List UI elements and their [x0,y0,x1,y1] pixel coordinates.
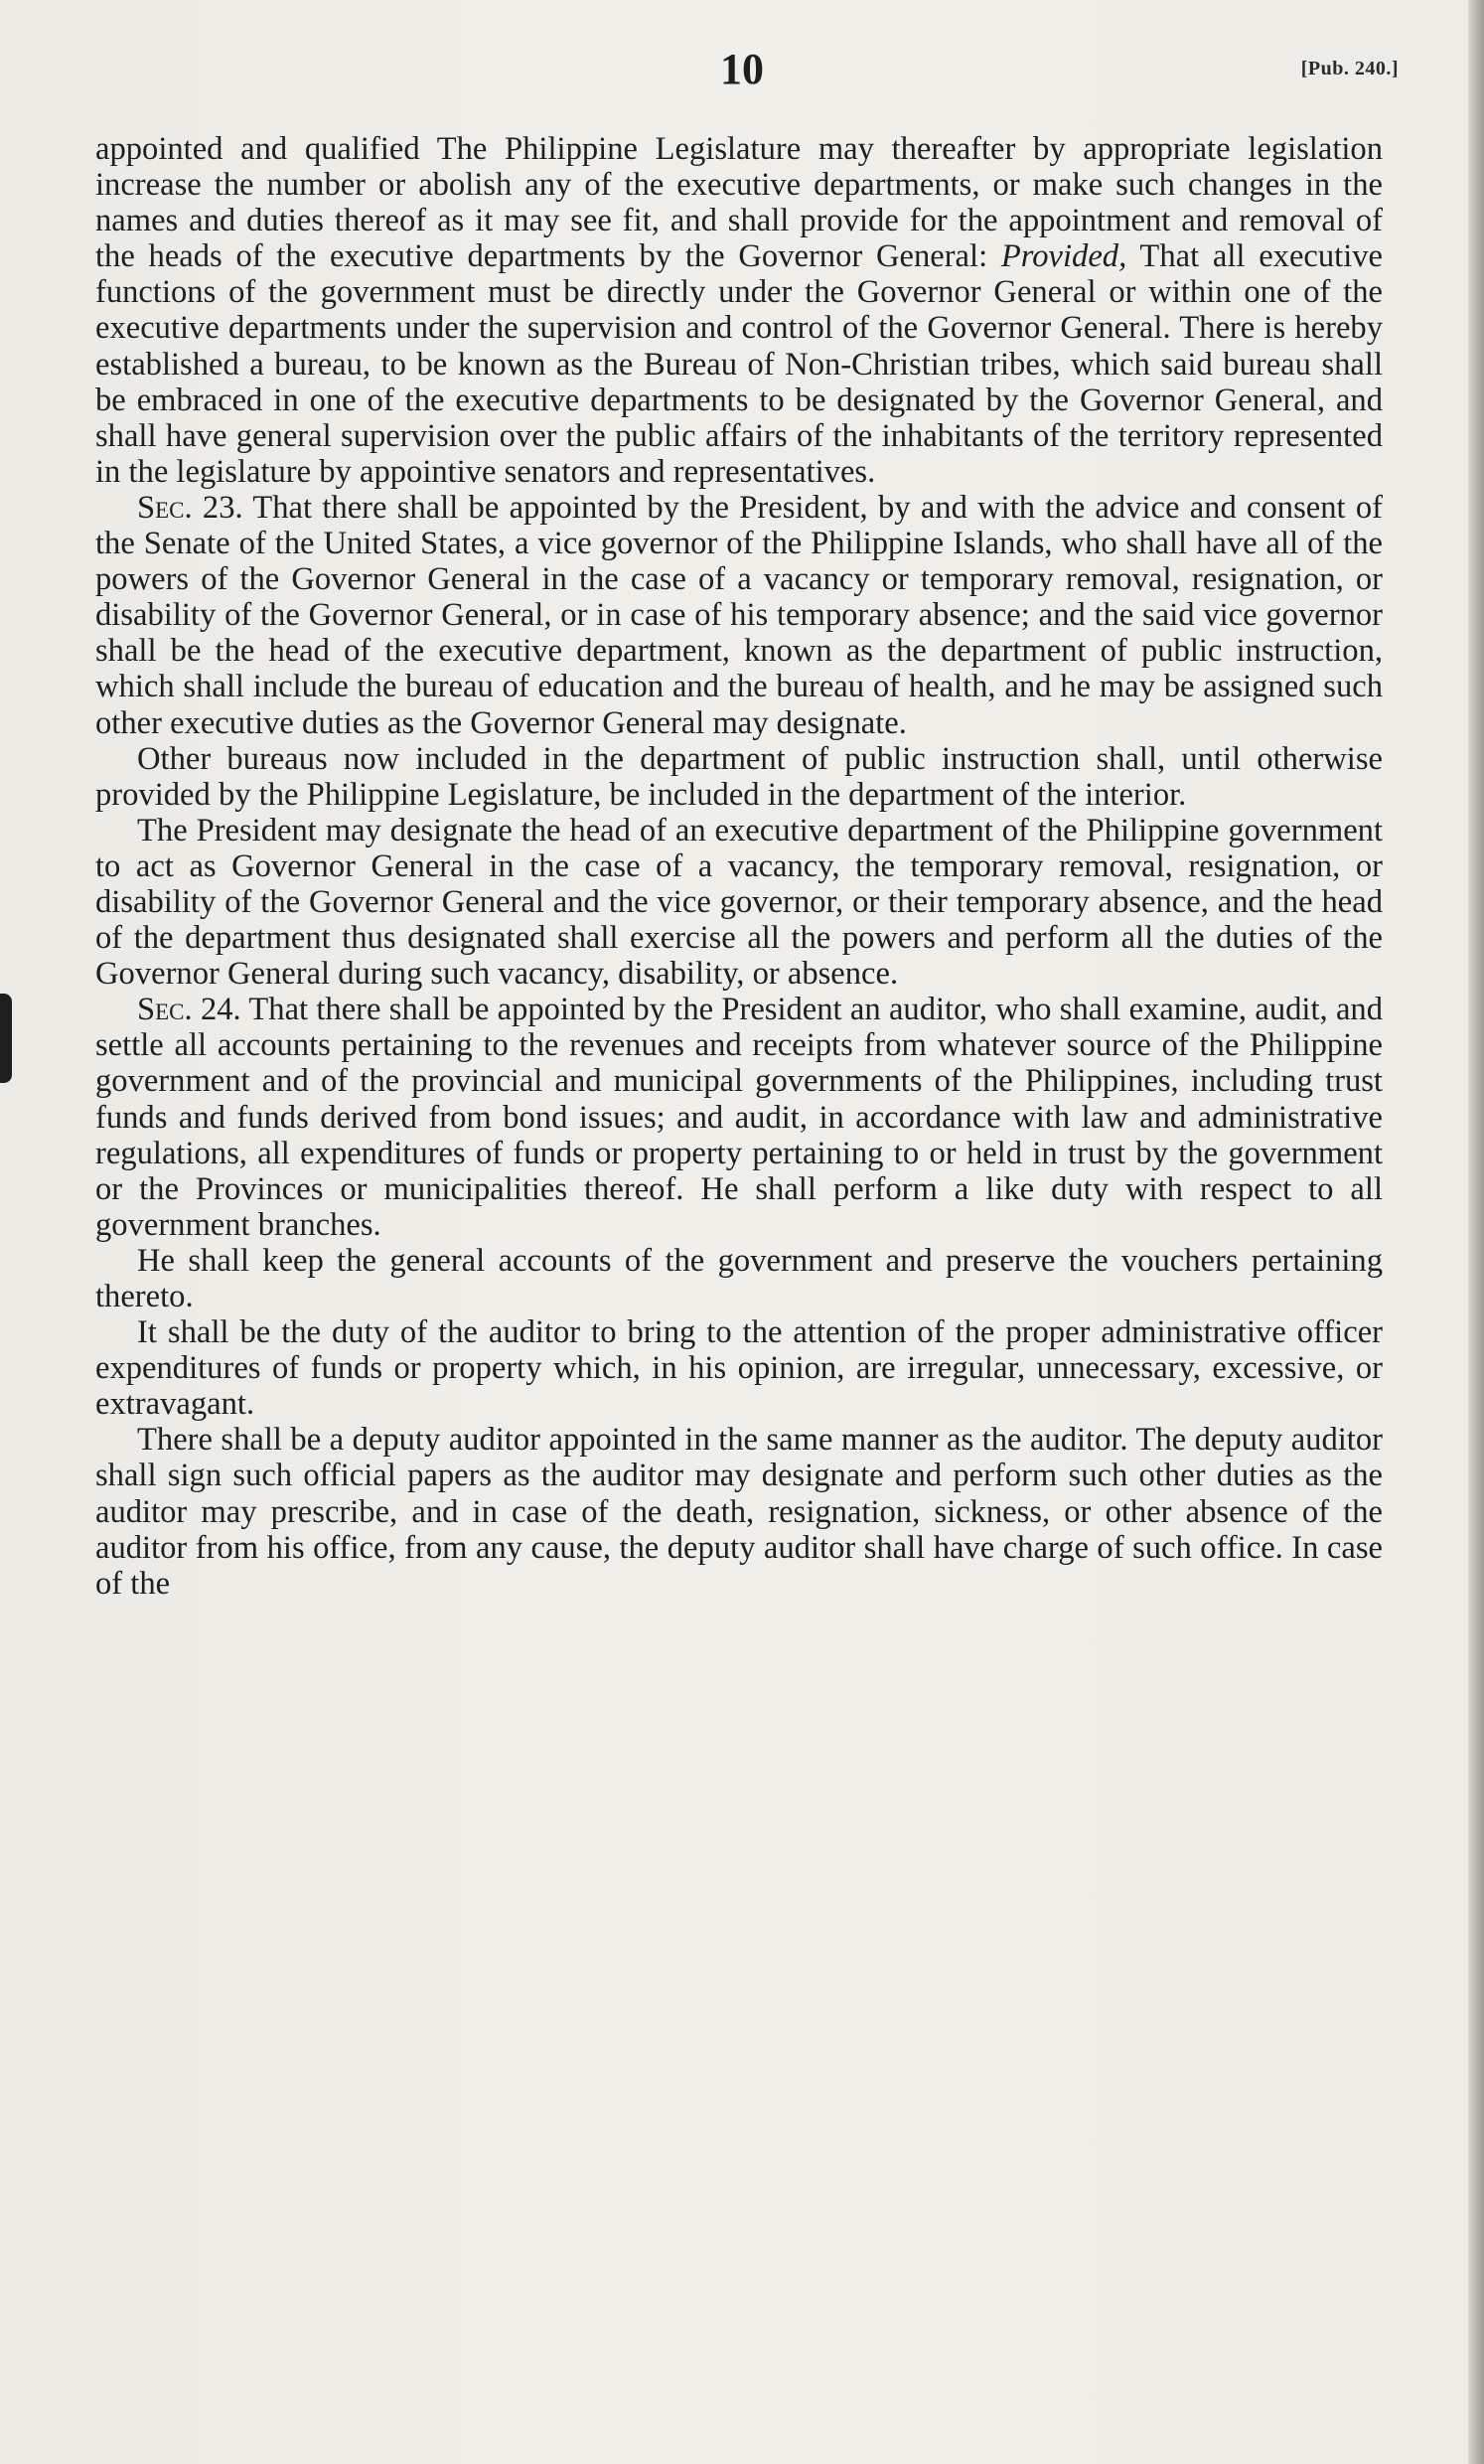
paragraph-text: That there shall be appointed by the President an auditor, who shall examine, audit, and settle all accounts pertaining to the revenues and receipts from whatever source of the Philippine government and of the provincial and municipal governments of the Philippines, including trust funds and funds derived from bond issues; and audit, in accordance with law and administrative regulations, all expenditures of funds or property pertaining to or held in trust by the government or the Provinces or municipalities thereof. He shall perform a like duty with respect to all government branches. [95,992,1383,1243]
paragraph-text: That there shall be appointed by the President, by and with the advice and consent of the Senate of the United States, a vice governor of the Philippine Islands, who shall have all of the powers of the Governor General in the case of a vacancy or temporary removal, resignation, or disability of the Governor General, or in case of his temporary absence; and the said vice governor shall be the head of the executive department, known as the department of public instruction, which shall include the bureau of education and the bureau of health, and he may be assigned such other executive duties as the Governor General may designate. [95,489,1383,741]
page-edge-shadow [1468,0,1484,2464]
emphasis-provided: Provided, [1000,238,1127,275]
paragraph-7 [95,1314,1383,1422]
body-text [95,131,1383,1602]
page-number: 10 [720,45,764,93]
section-23-paragraph [95,490,1383,741]
paragraph-text: Other bureaus now included in the department of public instruction shall, until otherwise provided by the Philippine Legislature, be included in the department of the interior. [95,740,1383,813]
paragraph-text: appointed and qualified The Philippine Legislature may thereafter by appropriate legislation increase the number or abolish any of the executive departments, or make such changes in the names and duties thereof as it may see fit, and shall provide for the appointment and removal of the heads of the executive departments by the Governor General: [95,131,1383,275]
publication-reference: [Pub. 240.] [1300,58,1399,79]
section-heading: Sec. 23. [137,489,243,526]
paragraph-6 [95,1243,1383,1314]
paragraph-text-continued: That all executive functions of the government must be directly under the Governor General or within one of the executive departments under the supervision and control of the Governor General. There is hereby established a bureau, to be known as the Bureau of Non-Christian tribes, which said bureau shall be embraced in one of the executive departments to be designated by the Governor General, and shall have general supervision over the public affairs of the inhabitants of the territory represented in the legislature by appointive senators and representatives. [95,238,1384,490]
paragraph-1 [95,131,1383,490]
page-header [0,40,1484,119]
paragraph-4 [95,813,1383,992]
paragraph-text: The President may designate the head of an executive department of the Philippine government to act as Governor General in the case of a vacancy, the temporary removal, resignation, or disability of the Governor General and the vice governor, or their temporary absence, and the head of the department thus designated shall exercise all the powers and perform all the duties of the Governor General during such vacancy, disability, or absence. [95,812,1383,993]
paragraph-3 [95,741,1383,813]
paragraph-text: There shall be a deputy auditor appointed in the same manner as the auditor. The deputy auditor shall sign such official papers as the auditor may designate and perform such other duties as the auditor may prescribe, and in case of the death, resignation, sickness, or other absence of the auditor from his office, from any cause, the deputy auditor shall have charge of such office. In case of the [95,1422,1383,1602]
scan-margin-mark [0,994,12,1083]
section-heading: Sec. 24. [137,992,241,1028]
paragraph-text: It shall be the duty of the auditor to bring to the attention of the proper administrative officer expenditures of funds or property which, in his opinion, are irregular, unnecessary, excessive, or extravagant. [95,1314,1383,1423]
section-24-paragraph [95,992,1383,1243]
paragraph-text: He shall keep the general accounts of the government and preserve the vouchers pertaining thereto. [95,1242,1383,1314]
paragraph-8 [95,1422,1383,1601]
